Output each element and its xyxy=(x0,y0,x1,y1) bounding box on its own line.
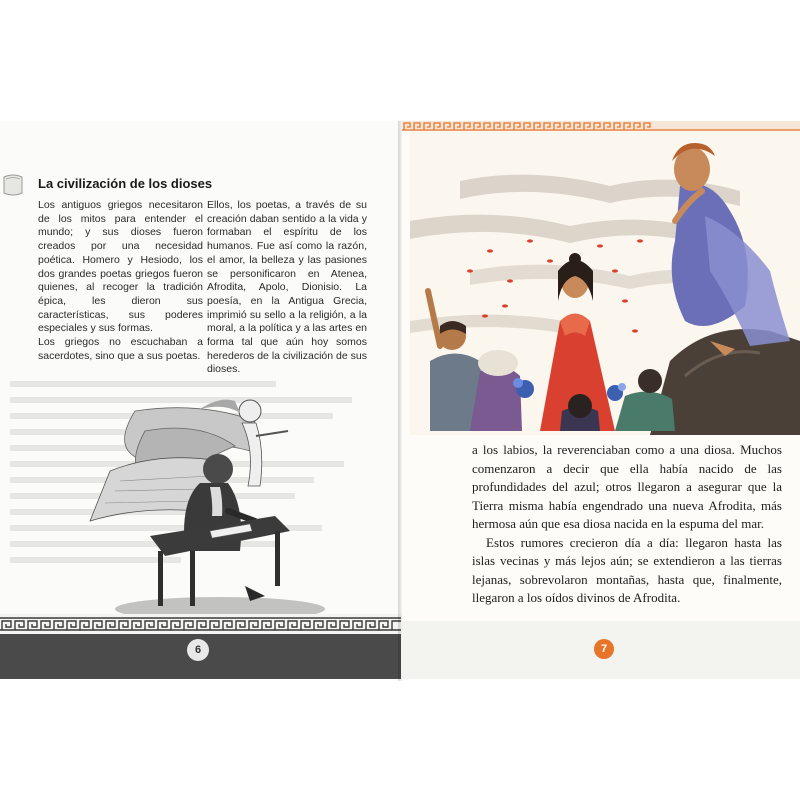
text-column-right xyxy=(207,199,367,377)
paragraph: Ellos, los poetas, a través de su creación daban sentido a la vida y formaban el espíritu de los humanos. Fue así como la razón, el amor, la belleza y las pasiones se personificaron en Atenea, Afrodita, Apolo, Dionisio. La poesía, en la Antigua Grecia, imprimió su sello a la religión, a la moral, a la política y a las artes en forma tal que aún hoy somos herederos de la civilización de sus dioses. xyxy=(207,199,367,376)
paragraph: Los griegos no escuchaban a sacerdotes, sino que a sus poetas. xyxy=(38,336,203,362)
paragraph: Los antiguos griegos necesitaron de los mitos para entender el mundo; y sus dioses fueron creados por una necesidad poética. Homero y Hesiodo, los dos grandes poetas griegos fueron quienes, al recoger la tradición épica, les dieron sus características, sus poderes especiales y sus formas. xyxy=(38,199,203,335)
left-page xyxy=(0,121,401,679)
text-column-left xyxy=(38,199,203,363)
open-book xyxy=(0,121,800,681)
page-number: 6 xyxy=(187,639,209,661)
section-title: La civilización de los dioses xyxy=(38,176,213,191)
paragraph: Estos rumores crecieron día a día: llegaron hasta las islas vecinas y más lejos aún; se extendieron a las tierras lejanas, sobrevolaron montañas, hasta que, finalmente, llegaron a los oídos divinos de Afrodita. xyxy=(472,534,782,605)
greek-key-border xyxy=(402,121,800,131)
right-page xyxy=(402,121,800,679)
poet-muse-illustration xyxy=(50,391,350,631)
scroll-icon xyxy=(2,171,24,199)
story-text xyxy=(472,441,782,608)
greek-key-border xyxy=(0,614,401,634)
page-number: 7 xyxy=(594,639,614,659)
aphrodite-illustration xyxy=(410,131,800,435)
paragraph: a los labios, la reverenciaban como a una diosa. Muchos comenzaron a decir que ella había nacido de las profundidades del azul; otros llegaron a asegurar que la Tierra misma había engendrado una nueva Afrodita, más hermosa aún que esa diosa nacida en la espuma del mar. xyxy=(472,442,782,531)
